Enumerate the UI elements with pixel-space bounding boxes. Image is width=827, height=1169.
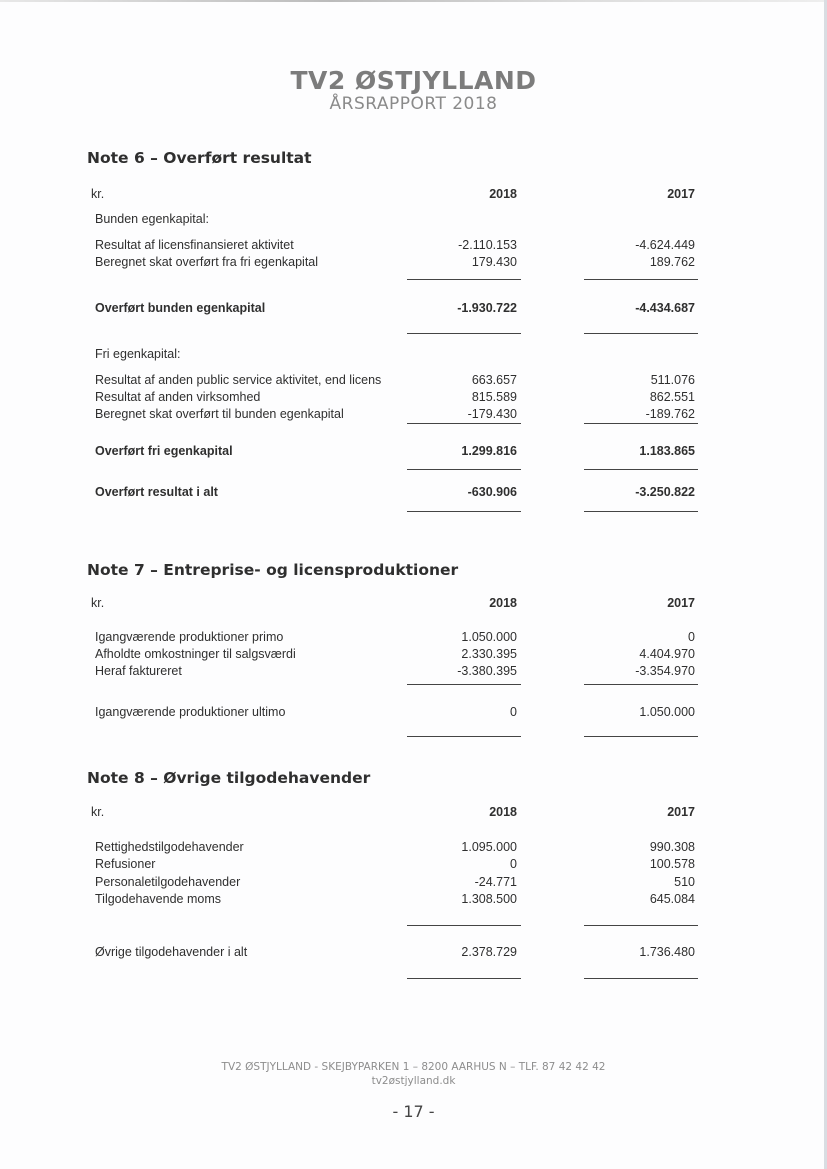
total-rule	[584, 511, 698, 512]
total-rule	[584, 469, 698, 470]
value-2018: 1.095.000	[461, 840, 517, 854]
column-header-2018: 2018	[489, 596, 517, 610]
value-2018: 179.430	[471, 255, 517, 269]
total-2018: 0	[510, 705, 517, 719]
subtotal-rule	[407, 925, 521, 926]
row-label: Rettighedstilgodehavender	[95, 840, 244, 854]
total-rule	[407, 511, 521, 512]
subtotal-rule	[584, 684, 698, 685]
value-2018: 663.657	[471, 373, 517, 387]
value-2017: 510	[674, 875, 695, 889]
column-header-2017: 2017	[667, 187, 695, 201]
total-2017: 1.736.480	[639, 945, 695, 959]
value-2018: -179.430	[467, 407, 517, 421]
row-label: Heraf faktureret	[95, 664, 182, 678]
total-rule	[407, 736, 521, 737]
value-2018: -2.110.153	[458, 238, 517, 252]
row-label: Personaletilgodehavender	[95, 875, 241, 889]
subtotal-rule	[584, 279, 698, 280]
grand-total-2018: -630.906	[467, 485, 517, 499]
column-header-2017: 2017	[667, 596, 695, 610]
note-8-title: Note 8 – Øvrige tilgodehavender	[87, 769, 371, 787]
scan-top-edge	[0, 0, 827, 2]
value-2017: -3.354.970	[635, 664, 695, 678]
row-label: Beregnet skat overført til bunden egenkapital	[95, 407, 344, 421]
unit-label: kr.	[91, 596, 105, 610]
value-2017: 990.308	[649, 840, 695, 854]
value-2018: 815.589	[471, 390, 517, 404]
row-label: Tilgodehavende moms	[95, 892, 221, 906]
column-header-2018: 2018	[489, 187, 517, 201]
value-2017: 100.578	[649, 857, 695, 871]
footer-address: TV2 ØSTJYLLAND - SKEJBYPARKEN 1 – 8200 AARHUS N – TLF. 87 42 42 42	[221, 1061, 606, 1073]
row-label: Afholdte omkostninger til salgsværdi	[95, 647, 296, 661]
value-2017: 4.404.970	[639, 647, 695, 661]
subtotal-rule	[407, 684, 521, 685]
note-6-title: Note 6 – Overført resultat	[87, 149, 312, 167]
value-2017: 511.076	[650, 373, 695, 387]
total-rule	[407, 978, 521, 979]
value-2018: -24.771	[474, 875, 517, 889]
total-2017: 1.050.000	[639, 705, 695, 719]
row-label: Resultat af licensfinansieret aktivitet	[95, 238, 294, 252]
total-2018: 2.378.729	[461, 945, 517, 959]
value-2018: 1.308.500	[461, 892, 517, 906]
page-number: - 17 -	[392, 1102, 435, 1121]
subtotal-rule	[584, 925, 698, 926]
total-rule	[407, 333, 521, 334]
column-header-2018: 2018	[489, 805, 517, 819]
total-2017: 1.183.865	[639, 444, 695, 458]
column-header-2017: 2017	[667, 805, 695, 819]
total-2017: -4.434.687	[635, 301, 695, 315]
total-label: Øvrige tilgodehavender i alt	[95, 945, 248, 959]
unit-label: kr.	[91, 805, 105, 819]
value-2017: 645.084	[649, 892, 695, 906]
value-2018: -3.380.395	[457, 664, 517, 678]
row-label: Resultat af anden virksomhed	[95, 390, 261, 404]
report-subtitle: ÅRSRAPPORT 2018	[329, 94, 498, 114]
value-2017: -189.762	[645, 407, 695, 421]
grand-total-label: Overført resultat i alt	[95, 485, 218, 499]
value-2017: -4.624.449	[635, 238, 695, 252]
report-title: TV2 ØSTJYLLAND	[290, 66, 537, 95]
value-2018: 0	[510, 857, 517, 871]
section-heading-fri: Fri egenkapital:	[95, 347, 181, 361]
footer-website: tv2østjylland.dk	[371, 1075, 456, 1087]
total-label: Overført fri egenkapital	[95, 444, 233, 458]
row-label: Resultat af anden public service aktivitet, end licens	[95, 373, 382, 387]
value-2018: 1.050.000	[461, 630, 517, 644]
value-2018: 2.330.395	[461, 647, 517, 661]
value-2017: 0	[688, 630, 695, 644]
total-rule	[584, 736, 698, 737]
unit-label: kr.	[91, 187, 105, 201]
total-rule	[407, 469, 521, 470]
total-2018: -1.930.722	[457, 301, 517, 315]
total-2018: 1.299.816	[461, 444, 517, 458]
grand-total-2017: -3.250.822	[635, 485, 695, 499]
subtotal-rule	[407, 423, 521, 424]
total-rule	[584, 978, 698, 979]
section-heading-bunden: Bunden egenkapital:	[95, 212, 209, 226]
total-label: Overført bunden egenkapital	[95, 301, 266, 315]
row-label: Beregnet skat overført fra fri egenkapital	[95, 255, 319, 269]
subtotal-rule	[407, 279, 521, 280]
value-2017: 189.762	[649, 255, 695, 269]
note-7-title: Note 7 – Entreprise- og licensproduktioner	[87, 561, 459, 579]
total-rule	[584, 333, 698, 334]
total-label: Igangværende produktioner ultimo	[95, 705, 286, 719]
row-label: Refusioner	[95, 857, 156, 871]
row-label: Igangværende produktioner primo	[95, 630, 284, 644]
value-2017: 862.551	[649, 390, 695, 404]
subtotal-rule	[584, 423, 698, 424]
